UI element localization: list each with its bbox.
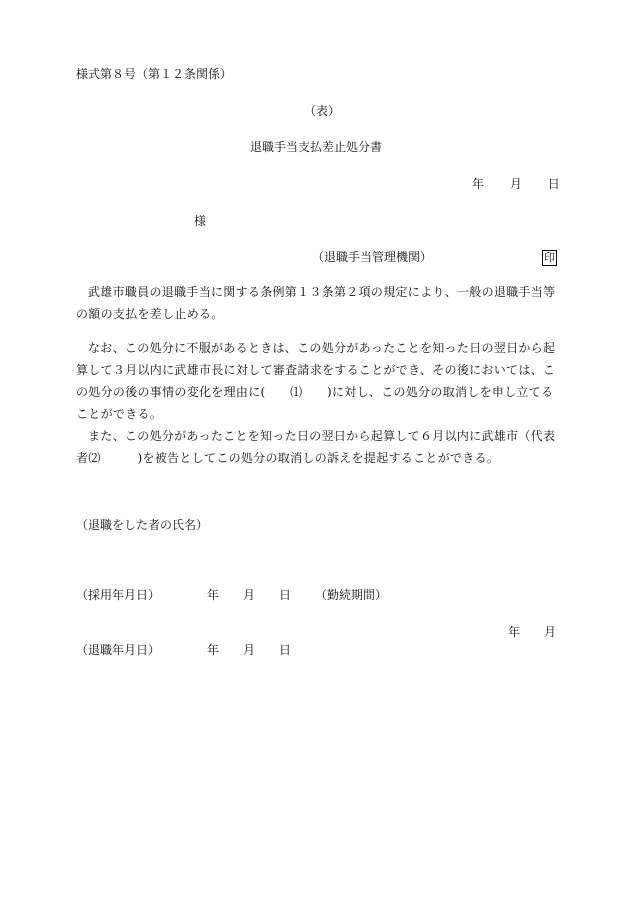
paragraph-2 (76, 337, 556, 425)
hire-day: 日 (279, 588, 292, 602)
paragraph-3-text-b: )を被告としてこの処分の取消しの訴えを提起することができる。 (100, 451, 500, 465)
date-month: 月 (509, 177, 522, 191)
date-year: 年 (472, 177, 485, 191)
service-year: 年 (508, 625, 521, 639)
service-month: 月 (544, 625, 557, 639)
issuer: （退職手当管理機関） (312, 250, 433, 264)
hire-label: （採用年月日） (76, 588, 161, 602)
seal: 印 (544, 251, 555, 264)
paragraph-3 (76, 425, 556, 469)
side-label: （表） (304, 104, 341, 118)
retire-day: 日 (279, 643, 292, 657)
service-label: （勤続期間） (315, 588, 388, 602)
paragraph-1: 武雄市職員の退職手当に関する条例第１３条第２項の規定により、一般の退職手当等の額の支払を差し止める。 (76, 285, 556, 321)
retire-label: （退職年月日） (76, 643, 161, 657)
retire-month: 月 (243, 643, 256, 657)
hire-year: 年 (207, 588, 220, 602)
date-day: 日 (547, 177, 560, 191)
name-label: （退職をした者の氏名） (76, 518, 209, 532)
document-title: 退職手当支払差止処分書 (250, 140, 383, 154)
paragraph-2-ref: ⑴ (290, 385, 303, 399)
paragraph-2-text-b: )に対し、この処分の取消しを申し立てることができる。 (76, 385, 554, 421)
addressee-suffix: 様 (194, 214, 207, 228)
issue-date (472, 176, 560, 192)
retire-row (76, 642, 160, 658)
paragraph-3-ref: ⑵ (88, 451, 101, 465)
hire-month: 月 (243, 588, 256, 602)
paragraph-2-text-a: なお、この処分に不服があるときは、この処分があったことを知った日の翌日から起算して３月以内に武雄市長に対して審査請求をすることができ、その後においては、この処分の後の事情の変化を理由に( (76, 341, 556, 399)
form-number: 様式第８号（第１２条関係） (76, 67, 233, 81)
seal-box (542, 249, 557, 266)
hire-row (76, 587, 160, 603)
retire-year: 年 (207, 643, 220, 657)
paragraph-3-text-a: また、この処分があったことを知った日の翌日から起算して６月以内に武雄市（代表者 (76, 429, 556, 465)
